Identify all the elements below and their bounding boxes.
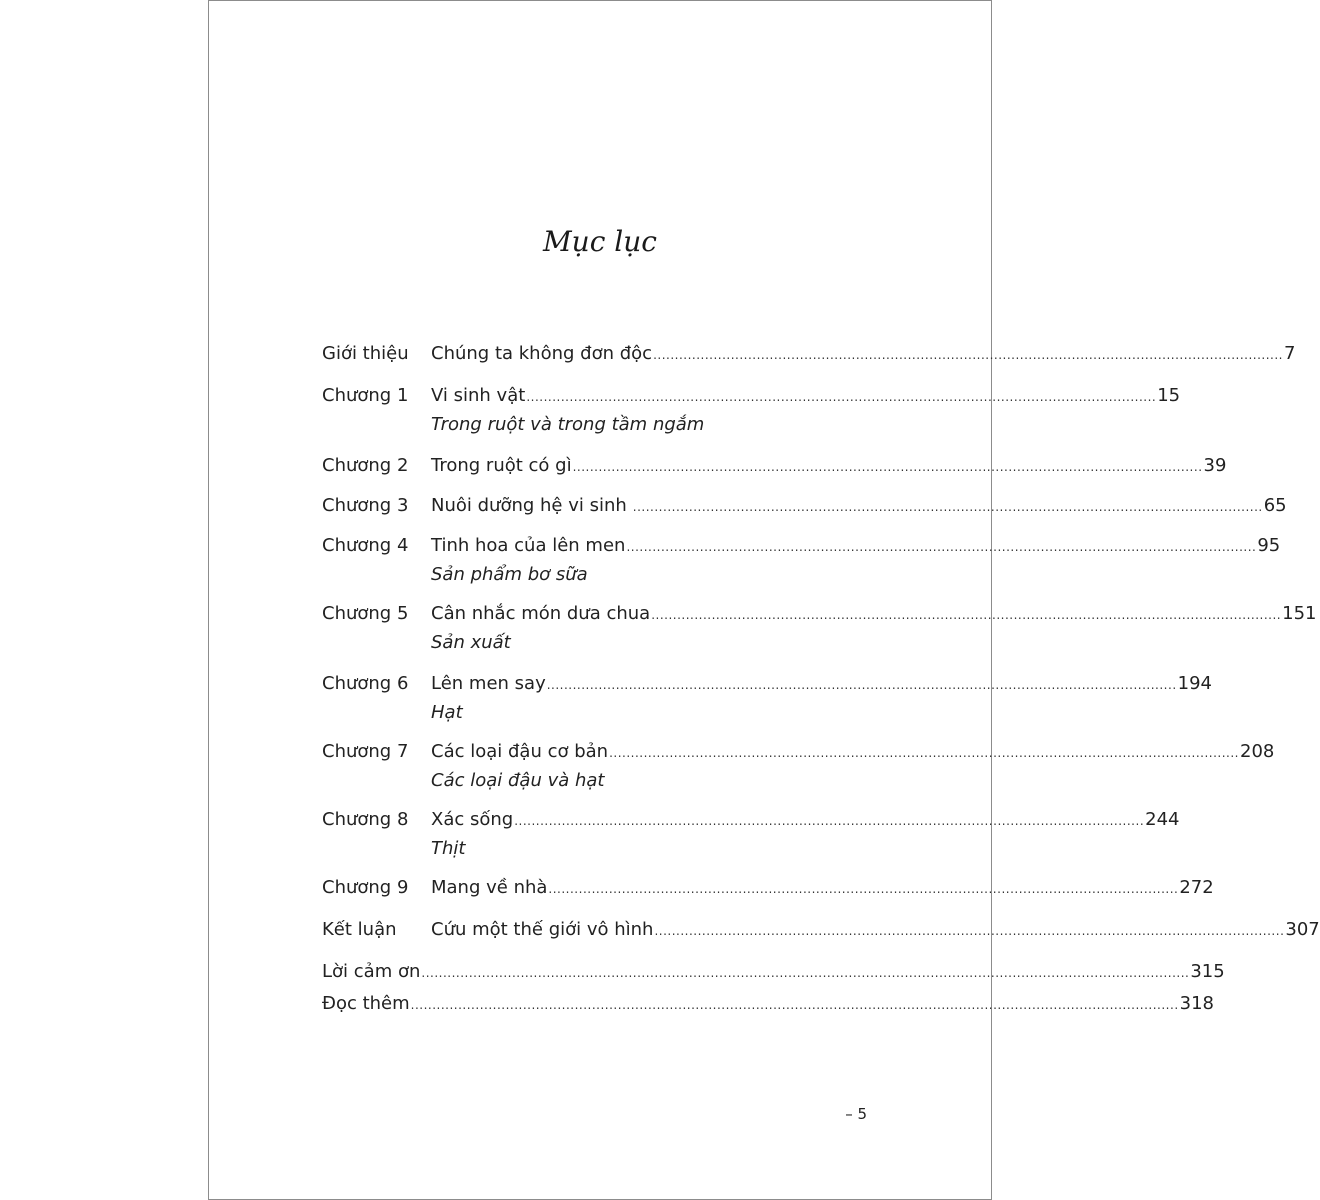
back-matter-page: 315 [1190, 961, 1225, 982]
chapter-page: 7 [1283, 343, 1296, 364]
book-page [208, 0, 1320, 1200]
chapter-subtitle: Sản phẩm bơ sữa [431, 564, 588, 585]
table-of-contents [322, 340, 1320, 1018]
dot-leader: .................................................................................................................................................. [514, 814, 1145, 828]
chapter-title: Tinh hoa của lên men [431, 535, 626, 556]
chapter-label: Chương 6 [322, 673, 409, 694]
toc-entry [322, 382, 1181, 440]
chapter-label: Chương 3 [322, 495, 409, 516]
chapter-title: Chúng ta không đơn độc [431, 343, 653, 364]
back-matter-title: Lời cảm ơn [322, 961, 421, 982]
chapter-page: 208 [1240, 741, 1275, 762]
chapter-page: 95 [1257, 535, 1281, 556]
chapter-label: Chương 1 [322, 385, 409, 406]
chapter-title: Xác sống [431, 809, 514, 830]
chapter-title: Nuôi dưỡng hệ vi sinh [431, 495, 627, 516]
chapter-title: Lên men say [431, 673, 546, 694]
back-matter-entry [322, 958, 1225, 986]
back-matter-title: Đọc thêm [322, 993, 410, 1014]
back-matter-page: 318 [1179, 993, 1214, 1014]
chapter-subtitle: Hạt [431, 702, 463, 723]
toc-entry [322, 452, 1227, 480]
page-number: – 5 [845, 1105, 867, 1123]
toc-entry [322, 874, 1214, 902]
chapter-page: 39 [1203, 455, 1227, 476]
dot-leader: .................................................................................................................................................................................. [421, 966, 1190, 980]
chapter-page: 307 [1285, 919, 1320, 940]
toc-entry [322, 340, 1296, 368]
chapter-page: 65 [1263, 495, 1287, 516]
chapter-page: 15 [1157, 385, 1181, 406]
chapter-label: Giới thiệu [322, 343, 409, 364]
chapter-page: 151 [1282, 603, 1317, 624]
chapter-label: Chương 4 [322, 535, 409, 556]
chapter-subtitle: Sản xuất [431, 632, 511, 653]
toc-entry [322, 492, 1287, 520]
back-matter-entry [322, 990, 1214, 1018]
chapter-label: Chương 7 [322, 741, 409, 762]
toc-entry [322, 806, 1180, 864]
dot-leader: .................................................................................................................................................. [526, 390, 1157, 404]
chapter-subtitle: Trong ruột và trong tầm ngắm [431, 414, 705, 435]
chapter-label: Chương 8 [322, 809, 409, 830]
chapter-title: Trong ruột có gì [431, 455, 572, 476]
chapter-page: 244 [1145, 809, 1180, 830]
page-title: Mục lục [543, 225, 657, 258]
chapter-title: Mang về nhà [431, 877, 548, 898]
dot-leader: .................................................................................................................................................. [609, 746, 1239, 760]
chapter-subtitle: Thịt [431, 838, 466, 859]
toc-entry [322, 670, 1212, 728]
toc-entry [322, 916, 1320, 944]
dot-leader: .................................................................................................................................................. [654, 924, 1285, 938]
dot-leader: .................................................................................................................................................. [626, 540, 1257, 554]
dot-leader: .................................................................................................................................................. [546, 678, 1177, 692]
dot-leader: .................................................................................................................................................. [651, 608, 1282, 622]
dot-leader: .................................................................................................................................................. [548, 882, 1179, 896]
chapter-title: Vi sinh vật [431, 385, 526, 406]
chapter-title: Các loại đậu cơ bản [431, 741, 609, 762]
chapter-subtitle: Các loại đậu và hạt [431, 770, 605, 791]
chapter-page: 272 [1179, 877, 1214, 898]
chapter-label: Kết luận [322, 919, 397, 940]
dot-leader: .................................................................................................................................................. [632, 500, 1263, 514]
chapter-label: Chương 2 [322, 455, 409, 476]
dot-leader: .................................................................................................................................................................................. [410, 998, 1179, 1012]
chapter-title: Cân nhắc món dưa chua [431, 603, 651, 624]
dot-leader: .................................................................................................................................................. [653, 348, 1283, 362]
dot-leader: .................................................................................................................................................. [572, 460, 1203, 474]
toc-entry [322, 738, 1275, 796]
chapter-label: Chương 9 [322, 877, 409, 898]
chapter-page: 194 [1177, 673, 1212, 694]
toc-entry [322, 600, 1317, 658]
toc-entry [322, 532, 1281, 590]
chapter-label: Chương 5 [322, 603, 409, 624]
chapter-title: Cứu một thế giới vô hình [431, 919, 654, 940]
